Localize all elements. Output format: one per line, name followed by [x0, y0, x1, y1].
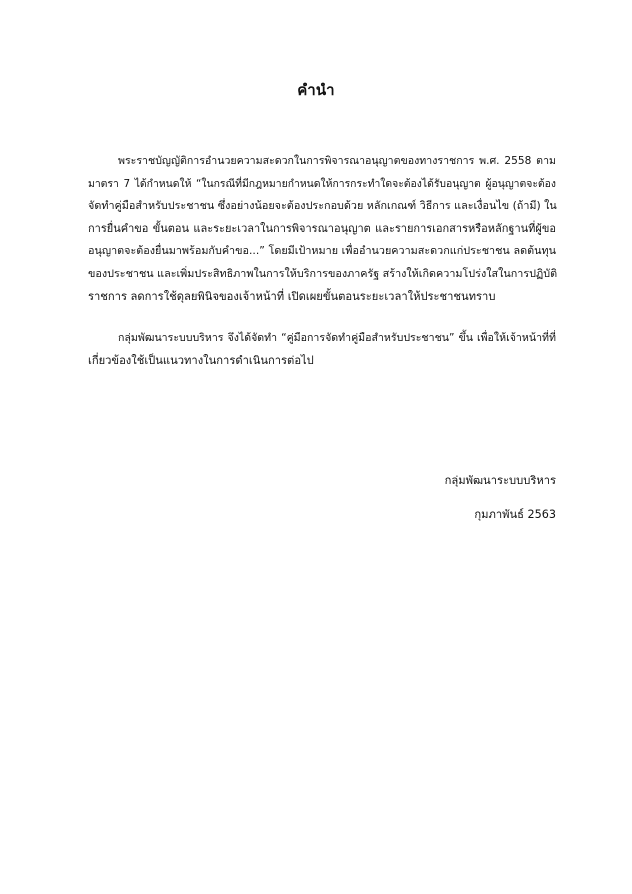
paragraph-line: การยื่นคำขอ ขั้นตอน และระยะเวลาในการพิจารณาอนุญาต และรายการเอกสารหรือหลักฐานที่ผู้ขอ [88, 221, 556, 235]
paragraph-line: พระราชบัญญัติการอำนวยความสะดวกในการพิจารณาอนุญาตของทางราชการ พ.ศ. 2558 ตาม [118, 155, 556, 167]
paragraph-line: ของประชาชน และเพิ่มประสิทธิภาพในการให้บริการของภาครัฐ สร้างให้เกิดความโปร่งใสในการปฏิบัติ [88, 266, 558, 280]
paragraph-line: อนุญาตจะต้องยื่นมาพร้อมกับคำขอ...” โดยมีเป้าหมาย เพื่ออำนวยความสะดวกแก่ประชาชน ลดต้นทุน [88, 244, 556, 258]
paragraph-line: มาตรา 7 ได้กำหนดให้ “ในกรณีที่มีกฎหมายกำหนดให้การกระทำใดจะต้องได้รับอนุญาต ผู้อนุญาตจะต้อง [88, 177, 556, 190]
signature-organization: กลุ่มพัฒนาระบบบริหาร [444, 474, 556, 487]
paragraph-line: จัดทำคู่มือสำหรับประชาชน ซึ่งอย่างน้อยจะต้องประกอบด้วย หลักเกณฑ์ วิธีการ และเงื่อนไข (ถ้ามี) ใน [88, 199, 557, 213]
paragraph-line: ราชการ ลดการใช้ดุลยพินิจของเจ้าหน้าที่ เปิดเผยขั้นตอนระยะเวลาให้ประชาชนทราบ [88, 289, 496, 303]
document-title: คำนำ [297, 81, 335, 99]
signature-date: กุมภาพันธ์ 2563 [474, 508, 556, 521]
paragraph-line: เกี่ยวข้องใช้เป็นแนวทางในการดำเนินการต่อไป [88, 353, 314, 367]
paragraph-line: กลุ่มพัฒนาระบบบริหาร จึงได้จัดทำ “คู่มือการจัดทำคู่มือสำหรับประชาชน” ขึ้น เพื่อให้เจ้าหน้าที่ที่ [118, 332, 556, 344]
paragraph-1 [88, 150, 556, 308]
paragraph-2 [88, 327, 556, 372]
